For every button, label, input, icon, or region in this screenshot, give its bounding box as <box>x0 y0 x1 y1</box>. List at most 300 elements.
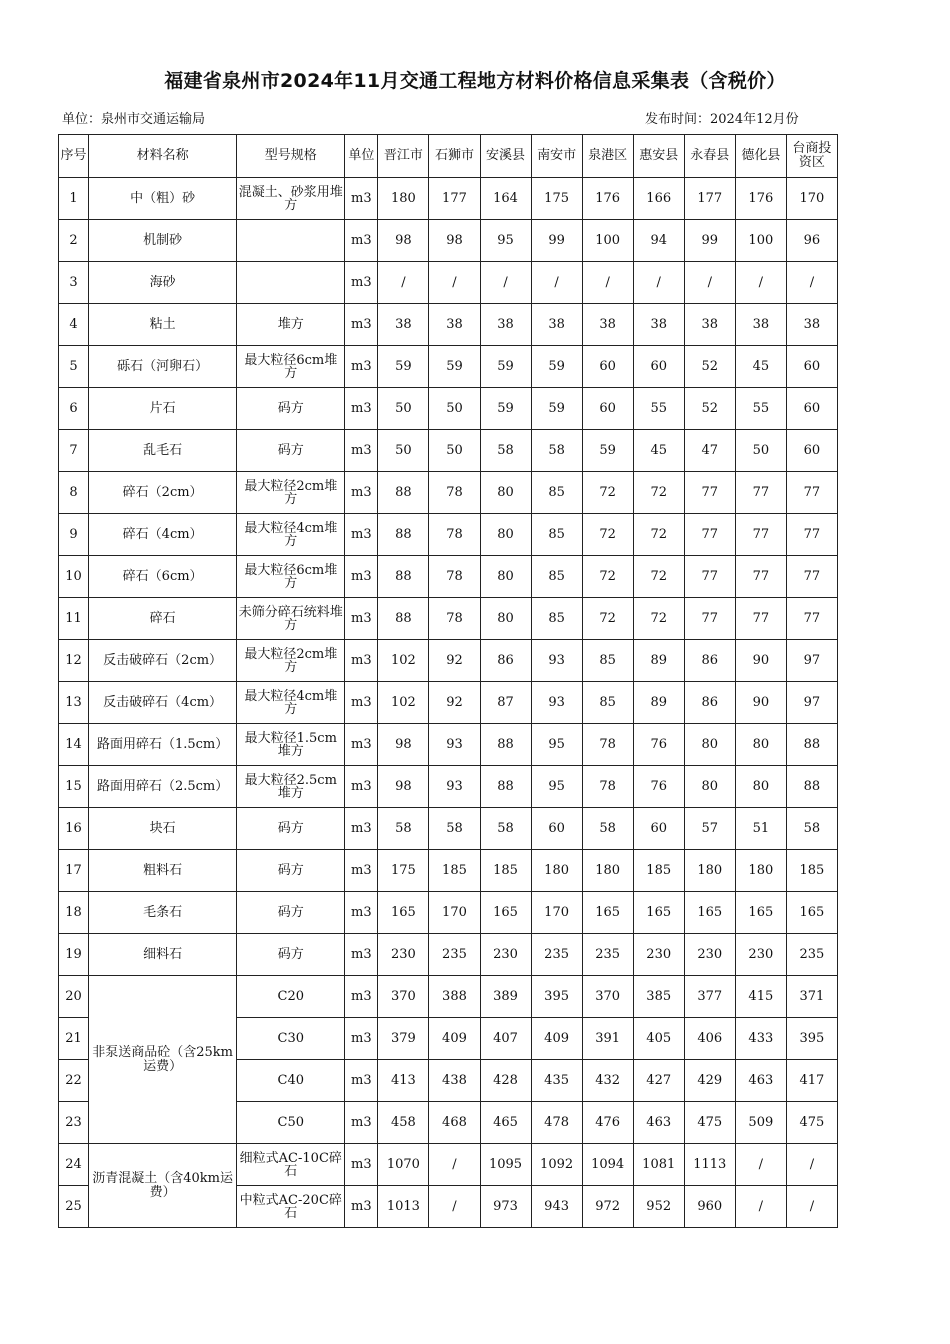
material-name: 细料石 <box>89 934 237 976</box>
publish-date: 发布时间：2024年12月份 <box>645 112 799 127</box>
row-number: 16 <box>59 808 89 850</box>
price-cell: 78 <box>582 724 633 766</box>
price-cell: 415 <box>735 976 786 1018</box>
material-unit: m3 <box>345 178 378 220</box>
row-number: 6 <box>59 388 89 430</box>
price-cell: 38 <box>531 304 582 346</box>
price-cell: 38 <box>735 304 786 346</box>
price-cell: 185 <box>429 850 480 892</box>
price-cell: 88 <box>378 598 429 640</box>
price-cell: 59 <box>480 346 531 388</box>
price-cell: 55 <box>735 388 786 430</box>
price-cell: 80 <box>480 556 531 598</box>
header-cell: 晋江市 <box>378 135 429 178</box>
price-cell: 88 <box>480 724 531 766</box>
material-name: 粘土 <box>89 304 237 346</box>
row-number: 4 <box>59 304 89 346</box>
price-cell: 96 <box>786 220 837 262</box>
price-cell: 395 <box>786 1018 837 1060</box>
material-spec: 码方 <box>237 892 345 934</box>
price-cell: 51 <box>735 808 786 850</box>
price-cell: 55 <box>633 388 684 430</box>
price-cell: 58 <box>480 430 531 472</box>
row-number: 11 <box>59 598 89 640</box>
material-unit: m3 <box>345 262 378 304</box>
price-cell: 59 <box>531 346 582 388</box>
price-cell: 78 <box>429 598 480 640</box>
material-spec: 最大粒径2cm堆方 <box>237 640 345 682</box>
table-row <box>59 514 838 556</box>
price-cell: 45 <box>633 430 684 472</box>
price-cell: 388 <box>429 976 480 1018</box>
material-name: 中（粗）砂 <box>89 178 237 220</box>
price-cell: 80 <box>480 514 531 556</box>
price-cell: 88 <box>480 766 531 808</box>
material-unit: m3 <box>345 514 378 556</box>
table-row <box>59 934 838 976</box>
price-cell: 80 <box>684 766 735 808</box>
material-spec: 码方 <box>237 934 345 976</box>
header-cell: 序号 <box>59 135 89 178</box>
price-cell: 435 <box>531 1060 582 1102</box>
price-cell: 230 <box>735 934 786 976</box>
price-cell: 92 <box>429 640 480 682</box>
header-cell: 南安市 <box>531 135 582 178</box>
price-cell: 475 <box>684 1102 735 1144</box>
material-spec: 最大粒径2cm堆方 <box>237 472 345 514</box>
price-cell: 78 <box>429 556 480 598</box>
row-number: 12 <box>59 640 89 682</box>
price-cell: 468 <box>429 1102 480 1144</box>
price-cell: 72 <box>582 472 633 514</box>
material-unit: m3 <box>345 388 378 430</box>
price-cell: 77 <box>735 556 786 598</box>
price-cell: 57 <box>684 808 735 850</box>
price-cell: 180 <box>378 178 429 220</box>
price-cell: 165 <box>735 892 786 934</box>
price-cell: 88 <box>378 472 429 514</box>
material-spec: 码方 <box>237 430 345 472</box>
row-number: 23 <box>59 1102 89 1144</box>
price-cell: 1095 <box>480 1144 531 1186</box>
price-cell: 90 <box>735 640 786 682</box>
price-cell: 86 <box>684 682 735 724</box>
price-cell: 59 <box>378 346 429 388</box>
table-row <box>59 976 838 1018</box>
price-cell: 395 <box>531 976 582 1018</box>
price-cell: 409 <box>429 1018 480 1060</box>
price-cell: 170 <box>531 892 582 934</box>
material-spec: 码方 <box>237 850 345 892</box>
price-cell: 85 <box>531 556 582 598</box>
price-cell: / <box>786 1186 837 1228</box>
table-row <box>59 556 838 598</box>
header-cell: 安溪县 <box>480 135 531 178</box>
material-spec: 最大粒径2.5cm堆方 <box>237 766 345 808</box>
issuing-unit: 单位：泉州市交通运输局 <box>62 112 206 127</box>
price-cell: 76 <box>633 766 684 808</box>
price-cell: 38 <box>480 304 531 346</box>
header-cell: 型号规格 <box>237 135 345 178</box>
price-cell: 180 <box>531 850 582 892</box>
row-number: 14 <box>59 724 89 766</box>
price-cell: 185 <box>786 850 837 892</box>
price-cell: 458 <box>378 1102 429 1144</box>
price-cell: 176 <box>735 178 786 220</box>
price-cell: 166 <box>633 178 684 220</box>
price-cell: 165 <box>786 892 837 934</box>
price-cell: 413 <box>378 1060 429 1102</box>
price-cell: 973 <box>480 1186 531 1228</box>
material-unit: m3 <box>345 1186 378 1228</box>
price-cell: 58 <box>531 430 582 472</box>
price-cell: 165 <box>378 892 429 934</box>
table-row <box>59 220 838 262</box>
price-cell: 165 <box>582 892 633 934</box>
price-cell: 235 <box>786 934 837 976</box>
price-cell: 235 <box>531 934 582 976</box>
price-cell: 90 <box>735 682 786 724</box>
price-cell: 478 <box>531 1102 582 1144</box>
price-cell: 93 <box>429 724 480 766</box>
price-cell: 45 <box>735 346 786 388</box>
price-cell: 509 <box>735 1102 786 1144</box>
material-unit: m3 <box>345 304 378 346</box>
price-cell: 38 <box>786 304 837 346</box>
material-name: 片石 <box>89 388 237 430</box>
price-cell: 72 <box>582 556 633 598</box>
price-cell: 99 <box>531 220 582 262</box>
header-cell: 台商投资区 <box>786 135 837 178</box>
price-cell: 427 <box>633 1060 684 1102</box>
row-number: 18 <box>59 892 89 934</box>
material-unit: m3 <box>345 220 378 262</box>
row-number: 22 <box>59 1060 89 1102</box>
price-cell: 78 <box>429 472 480 514</box>
material-spec <box>237 220 345 262</box>
row-number: 24 <box>59 1144 89 1186</box>
price-cell: 432 <box>582 1060 633 1102</box>
price-cell: 230 <box>378 934 429 976</box>
price-cell: 1070 <box>378 1144 429 1186</box>
page-title: 福建省泉州市2024年11月交通工程地方材料价格信息采集表（含税价） <box>164 70 786 92</box>
price-cell: / <box>378 262 429 304</box>
price-cell: 405 <box>633 1018 684 1060</box>
price-cell: 38 <box>378 304 429 346</box>
table-row <box>59 472 838 514</box>
header-cell: 石狮市 <box>429 135 480 178</box>
price-cell: 72 <box>633 598 684 640</box>
price-cell: 72 <box>582 514 633 556</box>
material-spec: 细粒式AC-10C碎石 <box>237 1144 345 1186</box>
price-cell: 165 <box>480 892 531 934</box>
price-cell: / <box>429 1144 480 1186</box>
material-name: 碎石（4cm） <box>89 514 237 556</box>
price-cell: 88 <box>378 514 429 556</box>
price-cell: 60 <box>633 808 684 850</box>
material-unit: m3 <box>345 472 378 514</box>
price-cell: 389 <box>480 976 531 1018</box>
price-cell: 1013 <box>378 1186 429 1228</box>
price-cell: 102 <box>378 640 429 682</box>
row-number: 17 <box>59 850 89 892</box>
material-name: 块石 <box>89 808 237 850</box>
price-cell: / <box>786 1144 837 1186</box>
price-cell: 50 <box>735 430 786 472</box>
material-unit: m3 <box>345 766 378 808</box>
price-cell: 1094 <box>582 1144 633 1186</box>
price-cell: 100 <box>582 220 633 262</box>
price-cell: 943 <box>531 1186 582 1228</box>
price-cell: 59 <box>531 388 582 430</box>
material-unit: m3 <box>345 976 378 1018</box>
material-spec: 最大粒径1.5cm堆方 <box>237 724 345 766</box>
table-row <box>59 640 838 682</box>
price-cell: / <box>480 262 531 304</box>
price-cell: / <box>633 262 684 304</box>
table-row <box>59 388 838 430</box>
price-cell: 180 <box>735 850 786 892</box>
row-number: 19 <box>59 934 89 976</box>
table-row <box>59 304 838 346</box>
price-cell: 38 <box>684 304 735 346</box>
header-cell: 单位 <box>345 135 378 178</box>
row-number: 13 <box>59 682 89 724</box>
price-cell: 58 <box>378 808 429 850</box>
row-number: 9 <box>59 514 89 556</box>
price-cell: 77 <box>786 556 837 598</box>
row-number: 2 <box>59 220 89 262</box>
header-cell: 材料名称 <box>89 135 237 178</box>
price-cell: 80 <box>480 472 531 514</box>
price-cell: 78 <box>582 766 633 808</box>
row-number: 20 <box>59 976 89 1018</box>
price-cell: / <box>429 1186 480 1228</box>
table-row <box>59 892 838 934</box>
material-spec <box>237 262 345 304</box>
material-spec: 中粒式AC-20C碎石 <box>237 1186 345 1228</box>
material-unit: m3 <box>345 1144 378 1186</box>
price-cell: 77 <box>735 514 786 556</box>
price-cell: 429 <box>684 1060 735 1102</box>
price-cell: 164 <box>480 178 531 220</box>
price-cell: 1092 <box>531 1144 582 1186</box>
material-spec: 最大粒径4cm堆方 <box>237 514 345 556</box>
price-cell: 235 <box>429 934 480 976</box>
material-name: 乱毛石 <box>89 430 237 472</box>
price-cell: 59 <box>429 346 480 388</box>
price-cell: 371 <box>786 976 837 1018</box>
price-cell: 952 <box>633 1186 684 1228</box>
table-row <box>59 724 838 766</box>
price-cell: 77 <box>684 514 735 556</box>
price-cell: 58 <box>786 808 837 850</box>
material-unit: m3 <box>345 724 378 766</box>
price-cell: 100 <box>735 220 786 262</box>
price-cell: 175 <box>531 178 582 220</box>
price-cell: 77 <box>684 556 735 598</box>
price-cell: 1081 <box>633 1144 684 1186</box>
price-cell: 52 <box>684 346 735 388</box>
price-cell: 77 <box>735 598 786 640</box>
price-cell: 60 <box>786 346 837 388</box>
price-cell: 170 <box>429 892 480 934</box>
table-row <box>59 682 838 724</box>
price-cell: 72 <box>582 598 633 640</box>
price-cell: 80 <box>684 724 735 766</box>
price-cell: 59 <box>480 388 531 430</box>
price-cell: 77 <box>786 598 837 640</box>
price-cell: 370 <box>582 976 633 1018</box>
price-cell: / <box>735 262 786 304</box>
price-cell: 463 <box>633 1102 684 1144</box>
material-unit: m3 <box>345 598 378 640</box>
table-row <box>59 346 838 388</box>
price-cell: 58 <box>480 808 531 850</box>
price-cell: 85 <box>582 640 633 682</box>
material-spec: C20 <box>237 976 345 1018</box>
price-cell: 80 <box>735 766 786 808</box>
price-cell: 95 <box>531 724 582 766</box>
price-cell: 177 <box>429 178 480 220</box>
price-cell: 391 <box>582 1018 633 1060</box>
price-cell: 72 <box>633 472 684 514</box>
price-cell: 89 <box>633 682 684 724</box>
price-cell: 58 <box>429 808 480 850</box>
price-cell: / <box>735 1186 786 1228</box>
price-cell: 88 <box>786 766 837 808</box>
row-number: 5 <box>59 346 89 388</box>
material-unit: m3 <box>345 430 378 472</box>
price-cell: 417 <box>786 1060 837 1102</box>
price-cell: 407 <box>480 1018 531 1060</box>
material-name: 碎石（2cm） <box>89 472 237 514</box>
material-spec: C30 <box>237 1018 345 1060</box>
material-spec: 最大粒径6cm堆方 <box>237 556 345 598</box>
material-name: 碎石 <box>89 598 237 640</box>
price-cell: 93 <box>531 640 582 682</box>
price-cell: 77 <box>786 514 837 556</box>
price-cell: 960 <box>684 1186 735 1228</box>
material-name: 机制砂 <box>89 220 237 262</box>
material-spec: 混凝土、砂浆用堆方 <box>237 178 345 220</box>
price-cell: / <box>684 262 735 304</box>
price-cell: 76 <box>633 724 684 766</box>
price-table <box>58 134 838 1228</box>
material-unit: m3 <box>345 346 378 388</box>
price-cell: 95 <box>480 220 531 262</box>
price-cell: 52 <box>684 388 735 430</box>
price-cell: 60 <box>633 346 684 388</box>
price-cell: 60 <box>786 388 837 430</box>
price-cell: 93 <box>531 682 582 724</box>
price-cell: / <box>786 262 837 304</box>
price-cell: 1113 <box>684 1144 735 1186</box>
price-cell: 50 <box>378 388 429 430</box>
price-cell: 50 <box>429 388 480 430</box>
price-cell: 93 <box>429 766 480 808</box>
material-spec: 最大粒径4cm堆方 <box>237 682 345 724</box>
material-spec: 堆方 <box>237 304 345 346</box>
price-cell: 92 <box>429 682 480 724</box>
price-cell: 230 <box>480 934 531 976</box>
header-cell: 永春县 <box>684 135 735 178</box>
price-cell: 476 <box>582 1102 633 1144</box>
table-row <box>59 262 838 304</box>
price-cell: 385 <box>633 976 684 1018</box>
price-cell: / <box>735 1144 786 1186</box>
price-cell: 85 <box>531 514 582 556</box>
row-number: 15 <box>59 766 89 808</box>
price-cell: 185 <box>633 850 684 892</box>
material-name: 路面用碎石（2.5cm） <box>89 766 237 808</box>
price-cell: 72 <box>633 514 684 556</box>
price-cell: 428 <box>480 1060 531 1102</box>
price-cell: 235 <box>582 934 633 976</box>
price-cell: 89 <box>633 640 684 682</box>
material-unit: m3 <box>345 1102 378 1144</box>
price-cell: 85 <box>582 682 633 724</box>
price-cell: 58 <box>582 808 633 850</box>
price-cell: 97 <box>786 682 837 724</box>
price-cell: 88 <box>786 724 837 766</box>
material-name: 海砂 <box>89 262 237 304</box>
price-cell: 465 <box>480 1102 531 1144</box>
row-number: 25 <box>59 1186 89 1228</box>
price-cell: 433 <box>735 1018 786 1060</box>
price-cell: 176 <box>582 178 633 220</box>
price-cell: 98 <box>378 220 429 262</box>
price-cell: 180 <box>582 850 633 892</box>
table-row <box>59 430 838 472</box>
price-cell: 80 <box>735 724 786 766</box>
price-cell: 185 <box>480 850 531 892</box>
material-name: 碎石（6cm） <box>89 556 237 598</box>
material-name: 反击破碎石（2cm） <box>89 640 237 682</box>
price-cell: 50 <box>378 430 429 472</box>
material-unit: m3 <box>345 892 378 934</box>
table-row <box>59 808 838 850</box>
price-cell: 463 <box>735 1060 786 1102</box>
price-cell: 47 <box>684 430 735 472</box>
price-cell: 78 <box>429 514 480 556</box>
header-cell: 泉港区 <box>582 135 633 178</box>
price-cell: 60 <box>582 346 633 388</box>
price-cell: 86 <box>684 640 735 682</box>
price-cell: 972 <box>582 1186 633 1228</box>
price-cell: 98 <box>429 220 480 262</box>
material-name: 反击破碎石（4cm） <box>89 682 237 724</box>
material-spec: C50 <box>237 1102 345 1144</box>
row-number: 3 <box>59 262 89 304</box>
row-number: 21 <box>59 1018 89 1060</box>
material-name: 砾石（河卵石） <box>89 346 237 388</box>
price-cell: 77 <box>786 472 837 514</box>
material-spec: 码方 <box>237 388 345 430</box>
price-cell: 77 <box>684 472 735 514</box>
table-row <box>59 178 838 220</box>
price-cell: 88 <box>378 556 429 598</box>
material-name: 毛条石 <box>89 892 237 934</box>
material-unit: m3 <box>345 1018 378 1060</box>
material-spec: C40 <box>237 1060 345 1102</box>
price-cell: 85 <box>531 472 582 514</box>
material-name: 路面用碎石（1.5cm） <box>89 724 237 766</box>
material-unit: m3 <box>345 808 378 850</box>
price-cell: 406 <box>684 1018 735 1060</box>
row-number: 10 <box>59 556 89 598</box>
material-unit: m3 <box>345 850 378 892</box>
